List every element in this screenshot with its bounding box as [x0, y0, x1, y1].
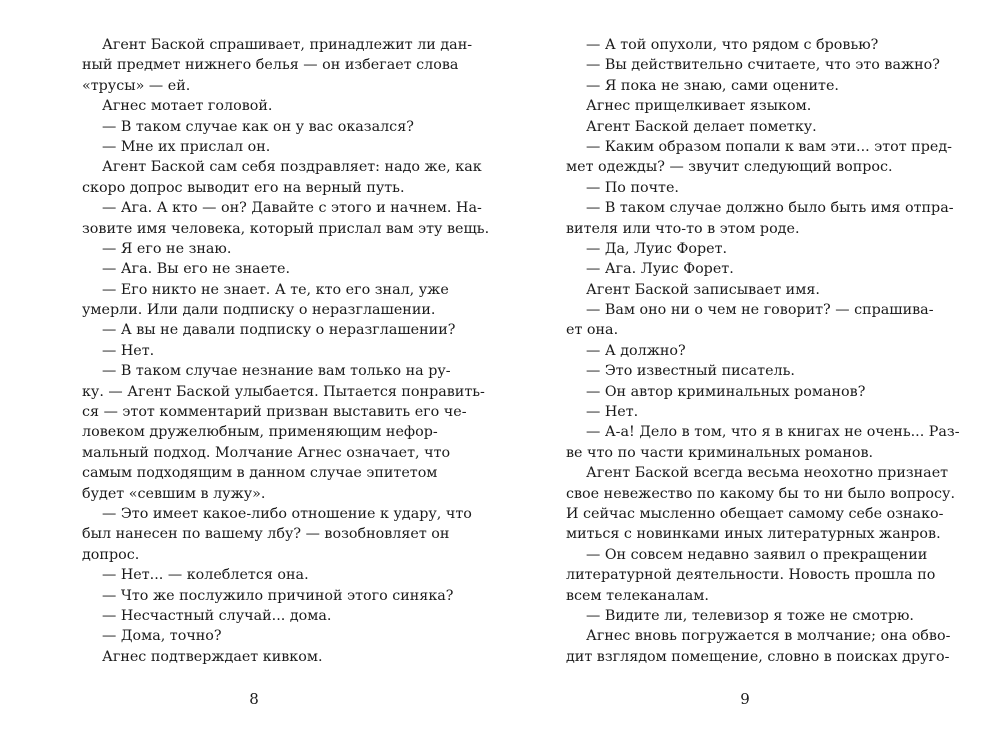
text-line: Агент Баской сам себя поздравляет: надо же, как: [102, 159, 482, 176]
text-line: самым подходящим в данном случае эпитетом: [82, 465, 438, 482]
text-line: — А-а! Дело в том, что я в книгах не очень... Раз-: [586, 424, 960, 441]
text-line: мет одежды? — звучит следующий вопрос.: [566, 159, 893, 176]
text-line: — А той опухоли, что рядом с бровью?: [586, 37, 879, 53]
right-page: [566, 35, 960, 667]
text-line: всем телеканалам.: [566, 587, 709, 604]
text-line: мальный подход. Молчание Агнес означает, что: [82, 444, 451, 461]
text-line: миться с новинками иных литературных жанров.: [566, 526, 941, 543]
text-line: — Это известный писатель.: [586, 363, 795, 380]
left-page-number: 8: [249, 690, 259, 708]
left-page: [82, 35, 490, 667]
text-line: — Я пока не знаю, сами оцените.: [586, 77, 839, 94]
text-line: — В таком случае должно было быть имя отпра-: [586, 200, 954, 217]
text-line: — Он автор криминальных романов?: [586, 383, 866, 400]
text-line: «трусы» — ей.: [82, 77, 191, 94]
text-line: Агент Баской делает пометку.: [586, 118, 817, 135]
text-line: ку. — Агент Баской улыбается. Пытается понравить-: [82, 383, 485, 400]
text-line: — Вам оно ни о чем не говорит? — спрашива-: [586, 302, 934, 319]
text-line: — Его никто не знает. А те, кто его знал, уже: [102, 281, 449, 298]
text-line: допрос.: [82, 546, 140, 563]
text-line: ный предмет нижнего белья — он избегает слова: [82, 57, 459, 74]
text-line: — Ага. А кто — он? Давайте с этого и начнем. На-: [102, 200, 482, 217]
text-line: ве что по части криминальных романов.: [566, 444, 874, 461]
text-line: — Да, Луис Форет.: [586, 240, 728, 257]
text-line: — В таком случае незнание вам только на ру-: [102, 363, 451, 380]
text-line: Агнес прищелкивает языком.: [586, 98, 812, 115]
text-line: — Нет... — колеблется она.: [102, 567, 309, 584]
text-line: — Нет.: [102, 342, 155, 359]
text-line: — Он совсем недавно заявил о прекращении: [586, 546, 928, 563]
text-line: — Видите ли, телевизор я тоже не смотрю.: [586, 607, 914, 624]
text-line: дит взглядом помещение, словно в поисках друго-: [566, 648, 950, 665]
text-line: вителя или что-то в этом роде.: [566, 220, 800, 237]
text-line: — По почте.: [586, 179, 679, 196]
text-line: ловеком дружелюбным, применяющим нефор-: [82, 424, 438, 441]
text-line: ет она.: [566, 322, 619, 339]
text-line: — Ага. Вы его не знаете.: [102, 261, 291, 278]
text-line: — Каким образом попали к вам эти... этот пред-: [586, 138, 952, 155]
text-line: свое невежество по какому бы то ни было вопросу.: [566, 485, 955, 502]
text-line: — В таком случае как он у вас оказался?: [102, 118, 414, 135]
text-line: — Несчастный случай... дома.: [102, 607, 332, 624]
text-line: — Ага. Луис Форет.: [586, 261, 734, 278]
text-line: литературной деятельности. Новость прошла по: [566, 567, 936, 584]
text-line: умерли. Или дали подписку о неразглашении.: [82, 302, 436, 319]
text-line: ся — этот комментарий призван выставить его че-: [82, 404, 467, 421]
text-line: зовите имя человека, который прислал вам эту вещь.: [82, 220, 490, 237]
text-line: был нанесен по вашему лбу? — возобновляет он: [82, 526, 450, 543]
text-line: — А вы не давали подписку о неразглашении?: [102, 322, 456, 339]
text-line: Агент Баской спрашивает, принадлежит ли дан-: [102, 37, 473, 53]
text-line: — Нет.: [586, 404, 639, 421]
text-line: — Это имеет какое-либо отношение к удару, что: [102, 505, 472, 522]
text-line: — А должно?: [586, 342, 686, 359]
text-line: скоро допрос выводит его на верный путь.: [82, 179, 405, 196]
text-line: будет «севшим в лужу».: [82, 485, 266, 502]
text-line: Агент Баской всегда весьма неохотно признает: [586, 465, 949, 482]
text-line: — Вы действительно считаете, что это важно?: [586, 57, 940, 74]
text-line: Агнес вновь погружается в молчание; она обво-: [586, 628, 951, 645]
text-line: — Дома, точно?: [102, 628, 222, 645]
text-line: Агнес подтверждает кивком.: [102, 648, 323, 665]
text-line: — Мне их прислал он.: [102, 138, 271, 155]
text-line: Агент Баской записывает имя.: [586, 281, 820, 298]
right-page-number: 9: [740, 690, 750, 708]
text-line: Агнес мотает головой.: [102, 98, 273, 115]
text-line: — Я его не знаю.: [102, 240, 232, 257]
text-line: — Что же послужило причиной этого синяка?: [102, 587, 454, 604]
text-line: И сейчас мысленно обещает самому себе ознако-: [566, 505, 944, 522]
